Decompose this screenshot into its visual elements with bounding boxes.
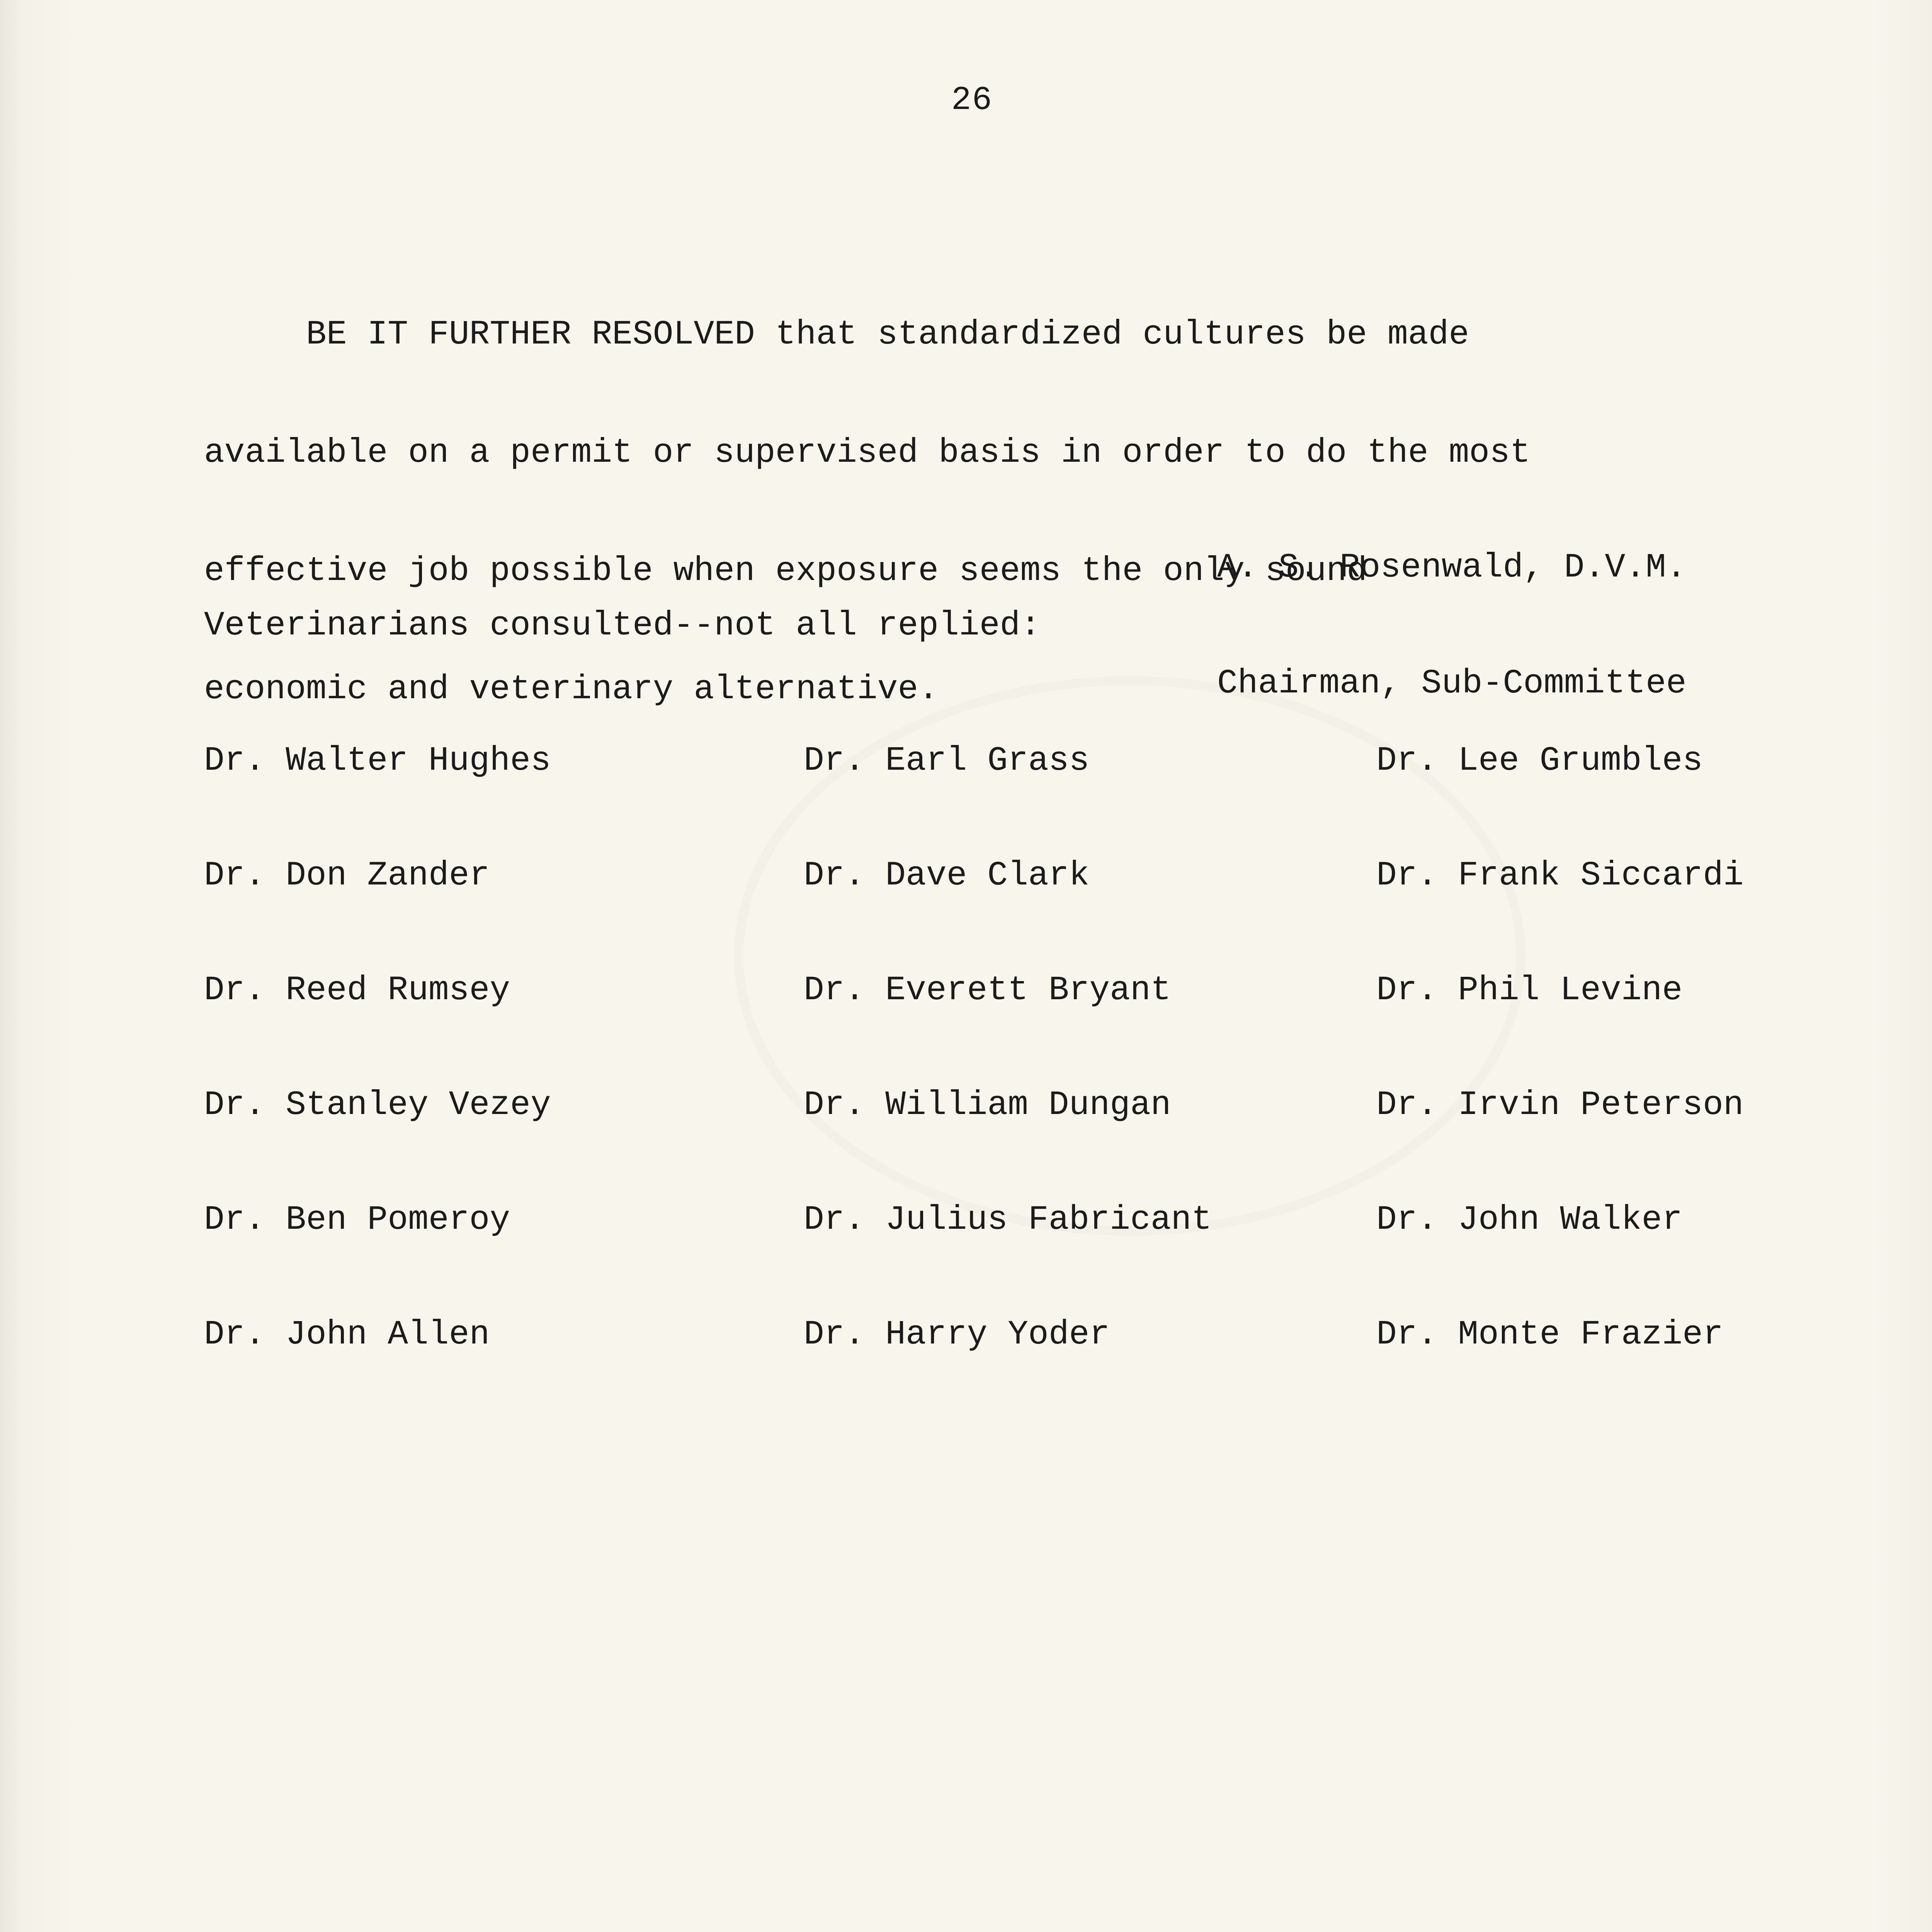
veterinarian-name: Dr. Dave Clark [804,857,1090,895]
veterinarian-name: Dr. John Allen [204,1316,490,1354]
veterinarian-name: Dr. Harry Yoder [804,1316,1110,1354]
resolution-line: effective job possible when exposure seems the only sound [204,552,1367,590]
veterinarian-name: Dr. Stanley Vezey [204,1086,551,1124]
veterinarian-column-3 [1376,665,1744,1430]
consulted-intro: Veterinarians consulted--not all replied: [204,607,1041,645]
resolution-line: available on a permit or supervised basis in order to do the most [204,434,1531,472]
signatory-title: Chairman, Sub-Committee [1217,665,1687,703]
veterinarian-column-2 [804,665,1212,1430]
veterinarian-name: Dr. Ben Pomeroy [204,1201,510,1239]
veterinarian-name: Dr. Julius Fabricant [804,1201,1212,1239]
veterinarian-name: Dr. John Walker [1376,1201,1683,1239]
veterinarian-name: Dr. Everett Bryant [804,971,1171,1010]
veterinarian-name: Dr. Phil Levine [1376,971,1683,1010]
page-number: 26 [951,81,993,119]
veterinarian-name: Dr. William Dungan [804,1086,1171,1124]
veterinarian-name: Dr. Lee Grumbles [1376,742,1703,780]
veterinarian-name: Dr. Earl Grass [804,742,1090,780]
veterinarian-name: Dr. Reed Rumsey [204,971,510,1010]
resolution-line: economic and veterinary alternative. [204,670,939,709]
veterinarian-column-1 [204,665,551,1430]
signatory-name: A. S. Rosenwald, D.V.M. [1217,549,1687,587]
veterinarian-name: Dr. Don Zander [204,857,490,895]
veterinarian-name: Dr. Walter Hughes [204,742,551,780]
veterinarian-name: Dr. Frank Siccardi [1376,857,1744,895]
resolution-line: BE IT FURTHER RESOLVED that standardized cultures be made [204,316,1469,354]
veterinarian-name: Dr. Irvin Peterson [1376,1086,1744,1124]
veterinarian-name: Dr. Monte Frazier [1376,1316,1723,1354]
